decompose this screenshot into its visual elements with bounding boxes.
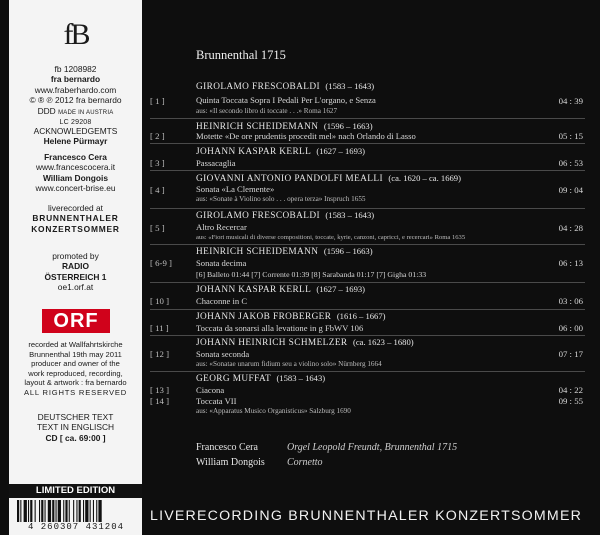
performer-2-name: William Dongois	[196, 457, 265, 468]
note-line-3: producer and owner of the	[31, 359, 120, 369]
radio-website[interactable]: oe1.orf.at	[57, 282, 94, 293]
acknowledgements-heading: ACKNOWLEDGEMTS	[33, 126, 118, 136]
label-name: fra bernardo	[50, 74, 101, 85]
footer-banner: LIVERECORDING BRUNNENTHALER KONZERTSOMMER	[150, 508, 583, 524]
catalog-block	[9, 64, 142, 128]
divider	[150, 208, 585, 209]
fb-logo: fB	[63, 18, 88, 51]
performer1-website[interactable]: www.francescocera.it	[35, 162, 116, 173]
track-13-title: Ciacona	[196, 385, 225, 395]
barcode-bar	[52, 500, 54, 522]
ddd: DDD	[37, 105, 56, 116]
festival-line2: KONZERTSOMMER	[31, 223, 120, 234]
track-11-number: [ 11 ]	[150, 323, 169, 333]
track-6-duration: 06 : 13	[558, 258, 583, 268]
track-12-number: [ 12 ]	[150, 349, 170, 359]
track-3-composer: JOHANN KASPAR KERLL (1627 – 1693)	[196, 146, 366, 157]
language-block	[9, 412, 142, 443]
track-13-duration: 04 : 22	[558, 385, 583, 395]
english-text: TEXT IN ENGLISCH	[36, 422, 115, 433]
recording-block	[9, 203, 142, 234]
promoted-by: promoted by	[52, 251, 99, 261]
barcode-bar	[28, 500, 29, 522]
rights-reserved: ALL RIGHTS RESERVED	[24, 387, 127, 397]
divider	[150, 335, 585, 336]
track-13-number: [ 13 ]	[150, 385, 170, 395]
radio-line2: ÖSTERREICH 1	[44, 271, 107, 282]
limited-edition-banner: LIMITED EDITION	[9, 484, 142, 498]
acknowledgement-name: Helene Pürmayr	[43, 136, 108, 147]
performer-2-instrument: Cornetto	[287, 457, 323, 468]
divider	[150, 244, 585, 245]
barcode-bar	[96, 500, 97, 522]
left-info-panel	[9, 0, 142, 535]
barcode-bar	[41, 500, 43, 522]
track-1-source: aus: «Il secondo libro di toccate . . .» Roma 1627	[196, 107, 338, 115]
track-3-duration: 06 : 53	[558, 158, 583, 168]
barcode-bar	[63, 500, 64, 522]
barcode-bar	[39, 500, 40, 522]
barcode-bar	[69, 500, 70, 522]
track-14-title: Toccata VII	[196, 396, 237, 406]
performer-1-name: Francesco Cera	[196, 442, 258, 453]
barcode-bar	[30, 500, 32, 522]
barcode-bar	[93, 500, 94, 522]
radio-line1: RADIO	[62, 261, 89, 272]
track-14-duration: 09 : 55	[558, 396, 583, 406]
track-3-title: Passacaglia	[196, 158, 236, 168]
note-line-1: recorded at Wallfahrtskirche	[28, 340, 123, 349]
track-10-number: [ 10 ]	[150, 296, 170, 306]
track-5-title: Altro Recercar	[196, 222, 247, 232]
track-2-title: Motette «De ore prudentis procedit mel» nach Orlando di Lasso	[196, 131, 416, 141]
recording-notes	[9, 340, 142, 398]
barcode-bar	[65, 500, 67, 522]
album-title: Brunnenthal 1715	[196, 48, 286, 62]
acknowledgements-block	[9, 126, 142, 147]
divider	[150, 371, 585, 372]
label-website[interactable]: www.fraberhardo.com	[34, 84, 117, 95]
barcode-bar	[20, 500, 21, 522]
track-4-composer: GIOVANNI ANTONIO PANDOLFI MEALLI (ca. 1620 – ca. 1669)	[196, 173, 461, 184]
barcode-bar	[35, 500, 36, 522]
barcode-bar	[48, 500, 51, 522]
track-14-number: [ 14 ]	[150, 396, 170, 406]
track-11-title: Toccata da sonarsi alla levatione in g FbWV 106	[196, 323, 364, 333]
track-4-duration: 09 : 04	[558, 185, 583, 195]
track-6-movements: [6] Balleto 01:44 [7] Corrente 01:39 [8] Sarabanda 01:17 [7] Gigha 01:33	[196, 270, 427, 279]
track-11-composer: JOHANN JAKOB FROBERGER (1616 – 1667)	[196, 311, 386, 322]
divider	[150, 118, 585, 119]
performer2-website[interactable]: www.concert-brise.eu	[35, 183, 116, 194]
performer2-name: William Dongois	[42, 172, 109, 183]
performers-block	[9, 152, 142, 194]
track-13-composer: GEORG MUFFAT (1583 – 1643)	[196, 373, 326, 384]
track-6-title: Sonata decima	[196, 258, 247, 268]
track-11-duration: 06 : 00	[558, 323, 583, 333]
track-6-composer: HEINRICH SCHEIDEMANN (1596 – 1663)	[196, 246, 373, 257]
barcode-bar	[90, 500, 91, 522]
barcode-bar	[83, 500, 84, 522]
barcode-bar	[24, 500, 27, 522]
track-3-number: [ 3 ]	[150, 158, 165, 168]
divider	[150, 282, 585, 283]
made-in: MADE IN AUSTRIA	[58, 109, 114, 116]
track-5-composer: GIROLAMO FRESCOBALDI (1583 – 1643)	[196, 210, 375, 221]
barcode-bar	[76, 500, 77, 522]
track-1-duration: 04 : 39	[558, 96, 583, 106]
catalog-number: fb 1208982	[54, 64, 97, 74]
track-10-duration: 03 : 06	[558, 296, 583, 306]
track-12-title: Sonata seconda	[196, 349, 250, 359]
track-4-source: aus: «Sonate à Violino solo . . . opera terza» Inspruch 1655	[196, 195, 366, 203]
track-6-number: [ 6-9 ]	[150, 258, 172, 268]
note-line-4: work reproduced, recording,	[28, 368, 123, 378]
track-14-source: aus: «Apparatus Musico Organisticus» Salzburg 1690	[196, 407, 351, 415]
track-12-source: aus: «Sonatae unarum fidium seu a violino solo» Nürnberg 1664	[196, 360, 382, 368]
track-5-number: [ 5 ]	[150, 223, 165, 233]
track-1-title: Quinta Toccata Sopra I Pedali Per L'organo, e Senza	[196, 95, 376, 105]
track-12-composer: JOHANN HEINRICH SCHMELZER (ca. 1623 – 1680)	[196, 337, 414, 348]
track-1-number: [ 1 ]	[150, 96, 165, 106]
track-10-title: Chaconne in C	[196, 296, 248, 306]
barcode-bar	[17, 500, 19, 522]
promotion-block	[9, 251, 142, 293]
track-10-composer: JOHANN KASPAR KERLL (1627 – 1693)	[196, 284, 366, 295]
note-line-2: Brunnenthal 19th may 2011	[29, 349, 122, 359]
lc-code: LC 29208	[59, 119, 92, 127]
track-5-duration: 04 : 28	[558, 223, 583, 233]
performer-1-instrument: Orgel Leopold Freundt, Brunnenthal 1715	[287, 442, 458, 453]
barcode-bar	[85, 500, 88, 522]
barcode-bar	[98, 500, 101, 522]
track-2-duration: 05 : 15	[558, 131, 583, 141]
festival-line1: BRUNNENTHALER	[32, 213, 119, 224]
track-4-title: Sonata «La Clemente»	[196, 184, 275, 194]
track-4-number: [ 4 ]	[150, 185, 165, 195]
barcode-bar	[73, 500, 74, 522]
divider	[150, 170, 585, 171]
copyright: © ® ℗ 2012 fra bernardo	[29, 95, 122, 106]
divider	[150, 309, 585, 310]
liverecorded-at: liverecorded at	[48, 203, 103, 213]
note-line-5: layout & artwork : fra bernardo	[24, 378, 127, 388]
barcode-bar	[45, 500, 46, 522]
divider	[150, 143, 585, 144]
barcode-bar	[58, 500, 61, 522]
barcode-number: 4 260307 431204	[13, 522, 139, 532]
performer1-name: Francesco Cera	[44, 152, 107, 162]
track-5-source: aus: «Fiori musicali di diverse compositioni, toccate, kyrie, canzoni, capricci, e recercari» Roma 1635	[196, 234, 466, 241]
barcode-bar	[79, 500, 81, 522]
barcode-bar	[56, 500, 57, 522]
track-1-composer: GIROLAMO FRESCOBALDI (1583 – 1643)	[196, 81, 375, 92]
track-12-duration: 07 : 17	[558, 349, 583, 359]
german-text: DEUTSCHER TEXT	[37, 412, 114, 422]
cd-duration: CD [ ca. 69:00 ]	[45, 432, 106, 443]
track-2-composer: HEINRICH SCHEIDEMANN (1596 – 1663)	[196, 121, 373, 132]
track-2-number: [ 2 ]	[150, 131, 165, 141]
orf-logo: ORF	[42, 309, 110, 333]
